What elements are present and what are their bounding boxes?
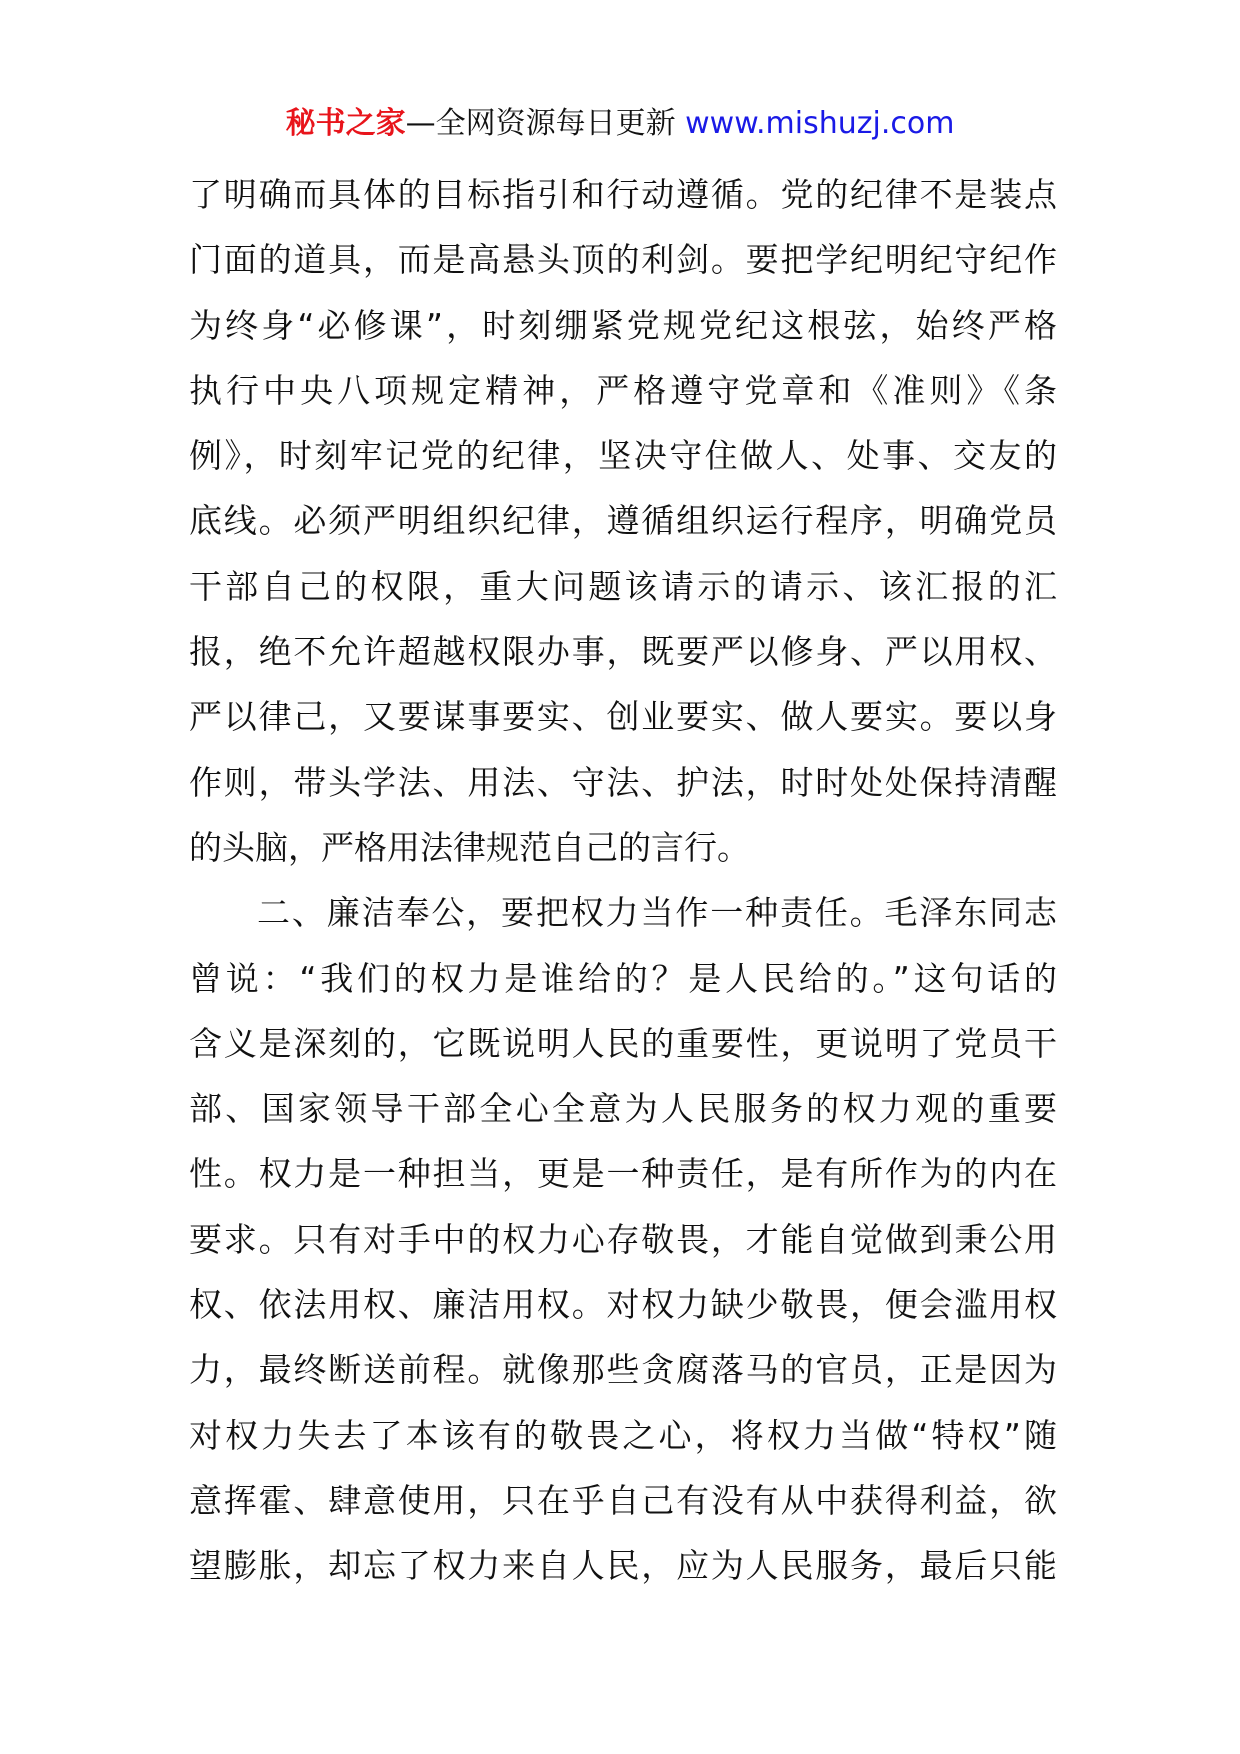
brand-name: 秘书之家	[285, 106, 406, 141]
text-line: 了明确而具体的目标指引和行动遵循。党的纪律不是装点	[189, 175, 1057, 214]
header-tagline: —全网资源每日更新	[405, 106, 676, 141]
text-line: 曾说：“我们的权力是谁给的？是人民给的。”这句话的	[189, 958, 1057, 998]
text-line: 性。权力是一种担当，更是一种责任，是有所作为的内在	[189, 1154, 1057, 1194]
text-line: 底线。必须严明组织纪律，遵循组织运行程序，明确党员	[189, 501, 1057, 541]
text-line: 门面的道具，而是高悬头顶的利剑。要把学纪明纪守纪作	[189, 240, 1057, 280]
text-line: 意挥霍、肆意使用，只在乎自己有没有从中获得利益，欲	[189, 1480, 1057, 1520]
text-line: 为终身“必修课”，时刻绷紧党规党纪这根弦，始终严格	[189, 305, 1057, 345]
page-header	[0, 102, 1240, 146]
text-line: 权、依法用权、廉洁用权。对权力缺少敬畏，便会滥用权	[189, 1285, 1057, 1325]
site-url-link[interactable]: www.mishuzj.com	[685, 106, 955, 141]
text-line: 执行中央八项规定精神，严格遵守党章和《准则》《条	[189, 370, 1057, 410]
text-line: 力，最终断送前程。就像那些贪腐落马的官员，正是因为	[189, 1350, 1057, 1390]
text-line: 要求。只有对手中的权力心存敬畏，才能自觉做到秉公用	[189, 1219, 1057, 1259]
paragraph-end-line: 的头脑，严格用法律规范自己的言行。	[189, 827, 750, 867]
body-text	[189, 162, 1057, 1599]
text-line: 例》，时刻牢记党的纪律，坚决守住做人、处事、交友的	[189, 436, 1057, 476]
text-line: 严以律己，又要谋事要实、创业要实、做人要实。要以身	[189, 697, 1057, 737]
text-line: 作则，带头学法、用法、守法、护法，时时处处保持清醒	[189, 762, 1057, 802]
text-line: 含义是深刻的，它既说明人民的重要性，更说明了党员干	[189, 1023, 1057, 1063]
section-heading-line: 二、廉洁奉公，要把权力当作一种责任。毛泽东同志	[257, 893, 1057, 933]
text-line: 报，绝不允许超越权限办事，既要严以修身、严以用权、	[189, 632, 1057, 672]
text-line: 干部自己的权限，重大问题该请示的请示、该汇报的汇	[189, 566, 1057, 606]
text-line: 部、国家领导干部全心全意为人民服务的权力观的重要	[189, 1089, 1057, 1129]
text-line: 望膨胀，却忘了权力来自人民，应为人民服务，最后只能	[189, 1546, 1057, 1586]
text-line: 对权力失去了本该有的敬畏之心，将权力当做“特权”随	[189, 1415, 1057, 1455]
